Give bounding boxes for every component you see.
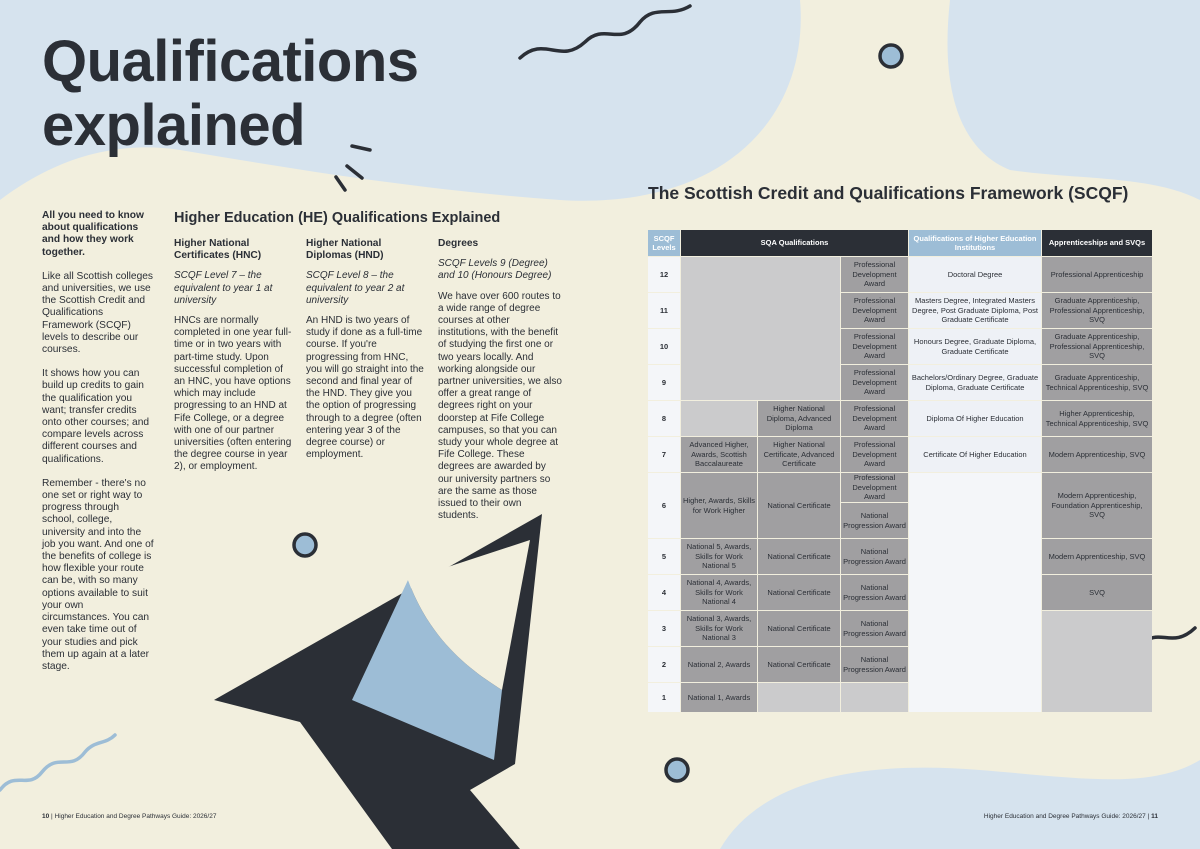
pda-cell: Professional Development Award <box>841 365 908 400</box>
level-cell: 5 <box>648 539 680 574</box>
table-row-level-8 <box>648 401 1152 436</box>
degrees-level: SCQF Levels 9 (Degree) and 10 (Honours Degree) <box>438 258 552 282</box>
npa-cell: National Progression Award <box>841 575 908 610</box>
apprenticeship-cell: Modern Apprenticeship, Foundation Apprenticeship, SVQ <box>1042 473 1152 538</box>
pda-cell: Professional Development Award <box>841 473 908 502</box>
level-cell: 11 <box>648 293 680 328</box>
table-row-level-6 <box>648 473 1152 502</box>
apprenticeship-cell: Graduate Apprenticeship, Professional Apprenticeship, SVQ <box>1042 329 1152 364</box>
level-cell: 7 <box>648 437 680 472</box>
intro-column <box>42 210 154 685</box>
table-row-level-7 <box>648 437 1152 472</box>
npa-cell: National Progression Award <box>841 503 908 538</box>
school-cell: National 3, Awards, Skills for Work National 3 <box>681 611 757 646</box>
hn-cell: Higher National Diploma, Advanced Diploma <box>758 401 840 436</box>
pda-cell: Professional Development Award <box>841 437 908 472</box>
scqf-title: The Scottish Credit and Qualifications Framework (SCQF) <box>648 183 1129 203</box>
hnd-body: An HND is two years of study if done as a full-time course. If you're progressing from HNC, you will go straight into the second and final year of the HND. They give you the option of progressing through to a degree (often entering year 3 of the degree course) or employment. <box>306 315 424 461</box>
apprenticeship-cell: Higher Apprenticeship, Technical Apprenticeship, SVQ <box>1042 401 1152 436</box>
school-cell: National 5, Awards, Skills for Work National 5 <box>681 539 757 574</box>
hnc-body: HNCs are normally completed in one year full-time or in two years with part-time study. Upon successful completion of an HNC, you have options which may include progressing to an HND at Fife College, or a degree with one of our partner universities (often entering the degree course in year 2), or employment. <box>174 315 292 473</box>
school-cell: Advanced Higher, Awards, Scottish Baccalaureate <box>681 437 757 472</box>
empty-cell <box>681 257 840 400</box>
level-cell: 12 <box>648 257 680 292</box>
level-cell: 3 <box>648 611 680 646</box>
degrees-body: We have over 600 routes to a wide range of degree courses at other institutions, with the benefit of studying the first one or two years locally. And working alongside our partner universities, we also offer a great range of degrees right on your doorstep at Fife College campuses, so that you can study your whole degree at Fife College. These degrees are awarded by our university partners so are the same as those issued to their own students. <box>438 290 562 522</box>
table-row-level-4 <box>648 575 1152 610</box>
hnc-title: Higher National Certificates (HNC) <box>174 238 262 262</box>
apprenticeship-cell: SVQ <box>1042 575 1152 610</box>
circle-bottom <box>666 759 688 781</box>
footer-left <box>42 813 216 820</box>
squiggle-bottom-left <box>0 735 115 790</box>
nc-cell: National Certificate <box>758 611 840 646</box>
apprenticeship-cell: Modern Apprenticeship, SVQ <box>1042 539 1152 574</box>
school-cell: National 2, Awards <box>681 647 757 682</box>
degrees-column <box>438 238 562 522</box>
level-cell: 2 <box>648 647 680 682</box>
page-number-right: 11 <box>1151 813 1158 820</box>
footer-separator: | <box>1147 813 1150 820</box>
nc-cell: National Certificate <box>758 575 840 610</box>
hnd-title: Higher National Diplomas (HND) <box>306 238 384 262</box>
school-cell: Higher, Awards, Skills for Work Higher <box>681 473 757 538</box>
level-cell: 4 <box>648 575 680 610</box>
empty-cell <box>1042 611 1152 712</box>
hn-cell: Higher National Certificate, Advanced Certificate <box>758 437 840 472</box>
school-cell: National 4, Awards, Skills for Work National 4 <box>681 575 757 610</box>
empty-cell <box>909 473 1041 712</box>
hnd-column <box>306 238 426 461</box>
level-cell: 6 <box>648 473 680 538</box>
title-line-2: explained <box>42 93 306 158</box>
page-number-left: 10 <box>42 813 50 820</box>
header-apprenticeships: Apprenticeships and SVQs <box>1042 230 1152 256</box>
hei-cell: Masters Degree, Integrated Masters Degree, Post Graduate Diploma, Post Graduate Certificate <box>909 293 1041 328</box>
intro-paragraph-2: It shows how you can build up credits to gain the qualification you want; transfer credits onto other courses; and compare levels across different courses and qualifications. <box>42 368 150 465</box>
nc-cell: National Certificate <box>758 473 840 538</box>
header-sqa: SQA Qualifications <box>681 230 908 256</box>
hei-cell: Doctoral Degree <box>909 257 1041 292</box>
empty-cell <box>681 401 757 436</box>
hnc-column <box>174 238 296 474</box>
pda-cell: Professional Development Award <box>841 401 908 436</box>
intro-lead: All you need to know about qualifications and how they work together. <box>42 210 144 258</box>
level-cell: 1 <box>648 683 680 712</box>
nc-cell: National Certificate <box>758 539 840 574</box>
blue-blob-right <box>948 0 1200 200</box>
level-cell: 10 <box>648 329 680 364</box>
apprenticeship-cell: Graduate Apprenticeship, Technical Apprenticeship, SVQ <box>1042 365 1152 400</box>
circle-middle <box>294 534 316 556</box>
nc-cell: National Certificate <box>758 647 840 682</box>
apprenticeship-cell: Modern Apprenticeship, SVQ <box>1042 437 1152 472</box>
table-row-level-5 <box>648 539 1152 574</box>
hei-cell: Bachelors/Ordinary Degree, Graduate Diploma, Graduate Certificate <box>909 365 1041 400</box>
pda-cell: Professional Development Award <box>841 293 908 328</box>
he-heading: Higher Education (HE) Qualifications Explained <box>174 210 501 226</box>
hei-cell: Diploma Of Higher Education <box>909 401 1041 436</box>
degrees-title: Degrees <box>438 238 479 249</box>
table-row-level-3 <box>648 611 1152 646</box>
page-title <box>42 30 419 158</box>
header-levels: SCQF Levels <box>648 230 680 256</box>
footer-right <box>984 813 1158 820</box>
apprenticeship-cell: Graduate Apprenticeship, Professional Apprenticeship, SVQ <box>1042 293 1152 328</box>
empty-cell <box>758 683 840 712</box>
hnd-level: SCQF Level 8 – the equivalent to year 2 at university <box>306 270 405 306</box>
hei-cell: Honours Degree, Graduate Diploma, Graduate Certificate <box>909 329 1041 364</box>
level-cell: 9 <box>648 365 680 400</box>
pda-cell: Professional Development Award <box>841 329 908 364</box>
title-line-1: Qualifications <box>42 29 419 94</box>
header-hei: Qualifications of Higher Education Institutions <box>909 230 1041 256</box>
footer-text-left: Higher Education and Degree Pathways Guide: 2026/27 <box>54 813 217 820</box>
school-cell: National 1, Awards <box>681 683 757 712</box>
blue-blob-bottom-right <box>720 760 1200 849</box>
hei-cell: Certificate Of Higher Education <box>909 437 1041 472</box>
pda-cell: Professional Development Award <box>841 257 908 292</box>
table-row-level-12 <box>648 257 1152 292</box>
apprenticeship-cell: Professional Apprenticeship <box>1042 257 1152 292</box>
npa-cell: National Progression Award <box>841 539 908 574</box>
footer-text-right: Higher Education and Degree Pathways Guide: 2026/27 <box>983 813 1146 820</box>
intro-paragraph-1: Like all Scottish colleges and universities, we use the Scottish Credit and Qualifications Framework (SCQF) levels to describe our courses. <box>42 270 153 356</box>
npa-cell: National Progression Award <box>841 611 908 646</box>
intro-paragraph-3: Remember - there's no one set or right way to progress through school, college, university and into the job you want. And one of the benefits of college is how flexible your route can be, with so many options available to suit your own circumstances. You can even take time out of your studies and pick them up again at a later stage. <box>42 477 154 672</box>
npa-cell: National Progression Award <box>841 647 908 682</box>
hnc-level: SCQF Level 7 – the equivalent to year 1 at university <box>174 270 273 306</box>
empty-cell <box>841 683 908 712</box>
scqf-table <box>647 229 1153 713</box>
table-header-row <box>648 230 1152 256</box>
level-cell: 8 <box>648 401 680 436</box>
circle-top <box>880 45 902 67</box>
cursor-arrow-icon <box>214 514 542 849</box>
footer-separator: | <box>51 813 53 820</box>
